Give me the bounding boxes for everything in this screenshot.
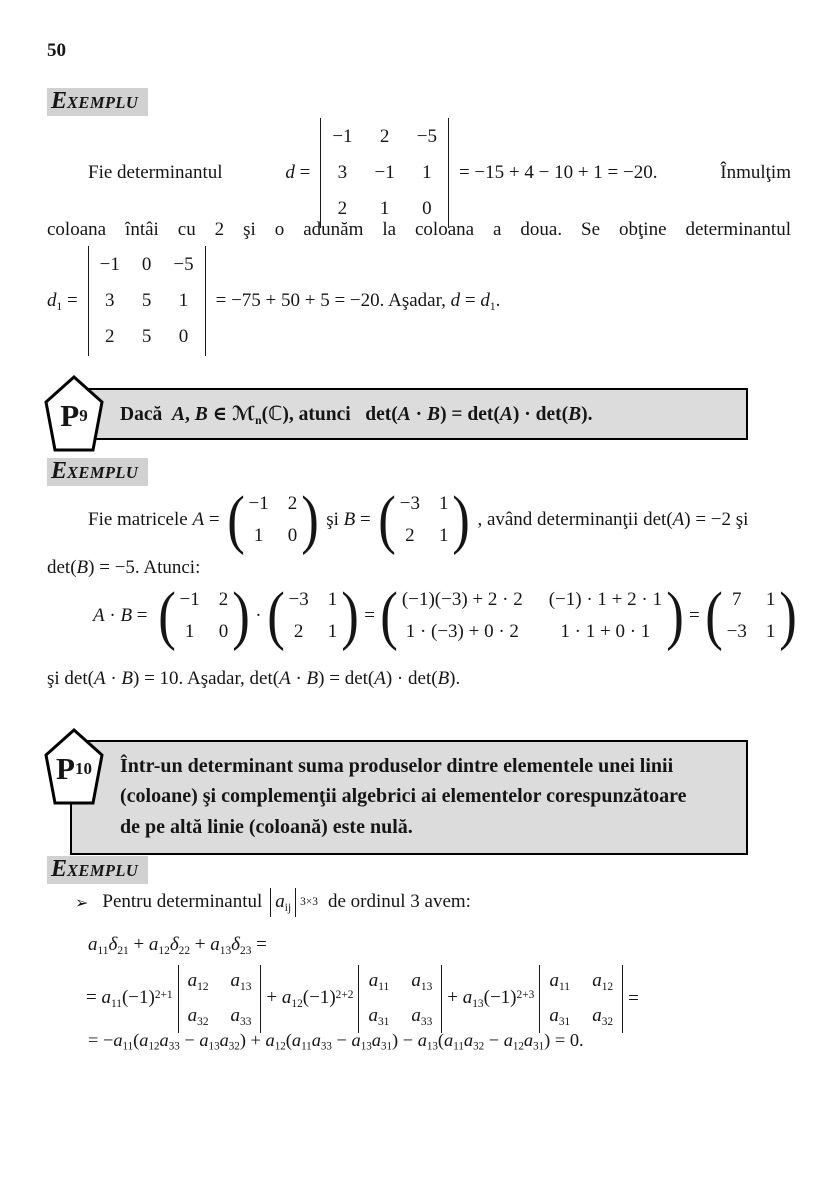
matrix-cell: 7 xyxy=(732,589,742,611)
property-statement xyxy=(72,751,736,842)
right-paren-icon: ) xyxy=(232,579,251,652)
matrix-cell: 1 xyxy=(178,290,189,311)
trail-text: Înmulţim xyxy=(720,162,791,183)
matrix-cell: −3 xyxy=(726,621,747,643)
equals-sign: = xyxy=(364,605,375,627)
heading-initial: E xyxy=(51,458,68,484)
d1-result: = −75 + 50 + 5 = −20. Aşadar, $d = d_1$. xyxy=(215,289,501,313)
matrix-cell: 2 xyxy=(218,589,229,611)
matrix-cell: (−1)(−3) + 2 · 2 xyxy=(401,589,523,611)
bullet-line xyxy=(75,888,471,917)
matrix-cell: $a_{33}$ xyxy=(411,1004,433,1028)
matrix-cell: (−1) · 1 + 2 · 1 xyxy=(548,589,662,611)
ab-conclusion-line: şi det(A · B) = 10. Aşadar, det(A · B) = det(A) · det(B). xyxy=(47,668,461,689)
det-b-line: det(B) = −5. Atunci: xyxy=(47,557,201,578)
lead-text: Fie matricele A = xyxy=(88,509,220,531)
tail-text: , având determinanţii det(A) = −2 şi xyxy=(477,509,749,531)
matrix-a xyxy=(156,579,253,652)
det-symbol-sub: ij xyxy=(284,901,292,914)
mid-text: şi B = xyxy=(326,509,371,531)
matrix-cell: $a_{31}$ xyxy=(549,1004,571,1028)
matrix-cell: 2 xyxy=(293,621,304,643)
right-paren-icon: ) xyxy=(779,579,798,652)
heading-rest: XEMPLU xyxy=(67,463,139,482)
statement-line: (coloane) şi complemenţii algebrici ai elementelor corespunzătoare xyxy=(120,785,687,808)
matrix-expression xyxy=(378,579,686,652)
matrix-cell: 1 xyxy=(438,493,449,515)
dot-operator: · xyxy=(255,605,262,627)
property-box-p9 xyxy=(60,388,748,440)
matrix-cell: $a_{32}$ xyxy=(187,1004,209,1028)
matrix-cell: −3 xyxy=(288,589,309,611)
matrix-cell: 0 xyxy=(178,326,189,347)
section-example-2 xyxy=(47,458,148,486)
matrix-cell: $a_{11}$ xyxy=(549,970,570,993)
right-paren-icon: ) xyxy=(301,483,320,556)
final-expansion-line: = $-a_{11}(a_{12}a_{33} - a_{13}a_{32}) + a_{12}(a_{11}a_{33} - a_{13}a_{31}) - a_{13}(a_{11}a_{32} - a_{12}a_{31}) = 0$. xyxy=(88,1030,584,1053)
matrix-result xyxy=(703,579,800,652)
minor-determinant xyxy=(539,965,623,1033)
matrix-cell: 2 xyxy=(379,126,390,147)
arrow-bullet-icon: ➢ xyxy=(75,892,89,912)
matrix-cell: 0 xyxy=(422,198,432,219)
bullet-text-tail: de ordinul 3 avem: xyxy=(327,891,471,913)
minor-determinant xyxy=(358,965,442,1033)
property-badge-p9 xyxy=(42,374,106,454)
matrix-cell: 1 xyxy=(765,621,776,643)
paragraph-line: coloana întâi cu 2 şi o adunăm la coloana a doua. Se obţine determinantul xyxy=(47,219,791,240)
matrix-cell: $a_{11}$ xyxy=(368,970,390,993)
section-example-1 xyxy=(47,88,148,116)
property-statement: Dacă A, B ∈ ℳ$_n$(ℂ), atunci det(A · B) = det(A) · det(B). xyxy=(120,403,593,427)
right-paren-icon: ) xyxy=(452,483,471,556)
matrix-cell: 0 xyxy=(141,254,152,275)
exemplu-heading xyxy=(47,856,148,884)
matrix-cell: 1 · (−3) + 0 · 2 xyxy=(405,621,519,643)
matrix-cell: 1 xyxy=(422,162,432,183)
section-example-3 xyxy=(47,856,148,884)
matrix-cell: $a_{12}$ xyxy=(187,970,209,993)
statement-line: Într-un determinant suma produselor dintre elementele unei linii xyxy=(120,755,674,777)
matrix-cell: $a_{13}$ xyxy=(411,970,433,993)
d-lhs: d = xyxy=(285,162,311,183)
equation-line-d1 xyxy=(47,246,500,356)
equals-sign: = xyxy=(688,605,700,627)
property-badge-p10 xyxy=(42,727,106,807)
heading-initial: E xyxy=(51,88,68,114)
right-paren-icon: ) xyxy=(666,579,684,652)
matrix-cell: −5 xyxy=(173,254,194,275)
matrix-cell: $a_{13}$ xyxy=(230,970,252,993)
lead-text: Fie determinantul xyxy=(88,162,223,183)
heading-rest: XEMPLU xyxy=(67,93,139,112)
left-paren-icon: ( xyxy=(704,579,723,652)
d-result: = −15 + 4 − 10 + 1 = −20. xyxy=(458,162,658,183)
heading-initial: E xyxy=(51,856,68,882)
matrix-cell: 2 xyxy=(287,493,298,515)
exemplu-heading xyxy=(47,88,148,116)
page-number: 50 xyxy=(47,40,66,61)
left-paren-icon: ( xyxy=(157,579,176,652)
left-paren-icon: ( xyxy=(226,483,245,556)
determinant-d-expression xyxy=(285,118,657,228)
heading-rest: XEMPLU xyxy=(67,861,139,880)
matrix-cell: 0 xyxy=(218,621,229,643)
det-symbol-base: a xyxy=(275,891,285,912)
matrices-definition-line xyxy=(47,483,749,556)
matrix-b xyxy=(265,579,362,652)
cofactor-sum-line: $a_{11}\delta_{21} + a_{12}\delta_{22} + a_{13}\delta_{23}$ = xyxy=(88,934,267,957)
statement-line: de pe altă linie (coloană) este nulă. xyxy=(120,815,413,838)
matrix-cell: 2 xyxy=(405,525,415,547)
minor-determinant xyxy=(178,965,262,1033)
matrix-cell: $a_{33}$ xyxy=(230,1004,252,1028)
exemplu-heading xyxy=(47,458,148,486)
matrix-cell: 2 xyxy=(105,326,115,347)
inline-determinant xyxy=(270,888,296,917)
equation-line-d xyxy=(47,118,791,228)
matrix-cell: 1 xyxy=(327,621,338,643)
matrix-cell: −1 xyxy=(99,254,120,275)
left-paren-icon: ( xyxy=(380,579,398,652)
cofactor-expansion-line xyxy=(86,965,639,1033)
matrix-b xyxy=(376,483,473,556)
d1-lhs: $d_1$ = xyxy=(47,289,78,313)
badge-label: P 9 xyxy=(60,398,88,433)
det-order-subscript: 3×3 xyxy=(300,896,318,909)
matrix-cell: 1 xyxy=(765,589,776,611)
matrix-cell: 2 xyxy=(337,198,348,219)
matrix-a xyxy=(225,483,322,556)
matrix-cell: −1 xyxy=(248,493,269,515)
determinant-d1 xyxy=(88,246,206,356)
matrix-cell: −5 xyxy=(416,126,437,147)
equals-sign: = xyxy=(628,987,639,1009)
matrix-cell: 5 xyxy=(141,326,152,347)
matrix-cell: −1 xyxy=(332,126,353,147)
matrix-cell: −1 xyxy=(374,162,395,183)
matrix-cell: 1 xyxy=(379,198,390,219)
bullet-text-lead: Pentru determinantul xyxy=(102,891,263,913)
matrix-cell: 0 xyxy=(287,525,298,547)
left-paren-icon: ( xyxy=(266,579,285,652)
term-coefficient: + $a_{13}(-1)^{2+3}$ xyxy=(447,987,535,1011)
left-paren-icon: ( xyxy=(377,483,396,556)
matrix-cell: −1 xyxy=(179,589,200,611)
matrix-cell: 1 xyxy=(438,525,449,547)
ab-lhs: A · B = xyxy=(93,605,148,627)
property-box-p10 xyxy=(56,740,748,855)
matrix-cell: $a_{12}$ xyxy=(592,970,614,993)
matrix-cell: −3 xyxy=(399,493,420,515)
term-coefficient: + $a_{12}(-1)^{2+2}$ xyxy=(266,987,354,1011)
matrix-cell: $a_{31}$ xyxy=(368,1004,390,1028)
right-paren-icon: ) xyxy=(341,579,360,652)
matrix-cell: 3 xyxy=(337,162,348,183)
matrix-cell: 1 xyxy=(184,621,195,643)
matrix-cell: 1 xyxy=(253,525,264,547)
badge-label: P 10 xyxy=(56,751,92,786)
matrix-cell: 1 · 1 + 0 · 1 xyxy=(560,621,651,643)
matrix-cell: 5 xyxy=(141,290,152,311)
matrix-cell: $a_{32}$ xyxy=(592,1004,614,1028)
matrix-cell: 3 xyxy=(105,290,115,311)
matrix-cell: 1 xyxy=(327,589,338,611)
determinant-d xyxy=(320,118,449,228)
ab-product-equation xyxy=(93,579,799,652)
term-coefficient: = $a_{11}(-1)^{2+1}$ xyxy=(86,987,173,1011)
